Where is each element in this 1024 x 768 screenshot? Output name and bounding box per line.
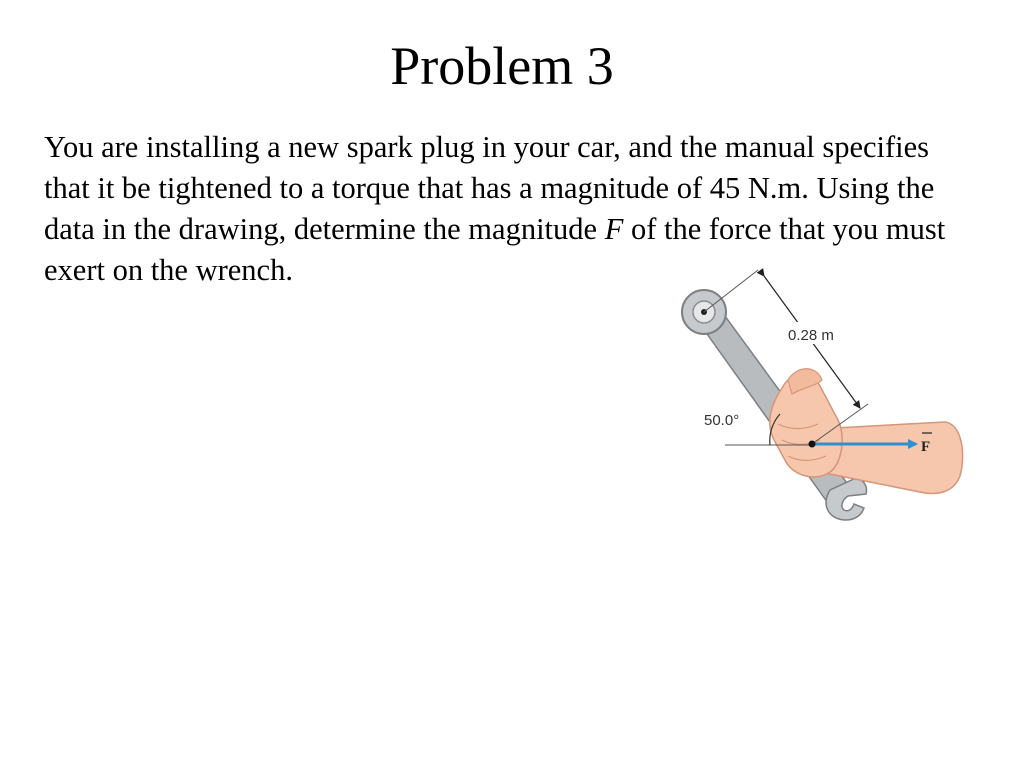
- slide-title: Problem 3: [390, 36, 614, 96]
- force-label: F: [921, 439, 931, 455]
- force-application-point: [809, 441, 816, 448]
- wrench-diagram: [670, 258, 970, 528]
- problem-text-part1: You are installing a new spark plug in your car, and the manual specifies that it be tightened to a torque that has a magnitude of 45 N.m. Using the data in the drawing, determine the magnitude: [44, 130, 935, 246]
- problem-text-part2: of the force that you must exert on the wrench.: [44, 212, 946, 287]
- angle-label: 50.0°: [704, 412, 740, 429]
- hand-arm: [770, 369, 963, 494]
- force-variable: F: [604, 212, 624, 246]
- length-label: 0.28 m: [788, 327, 834, 344]
- wrench-figure: [670, 258, 970, 528]
